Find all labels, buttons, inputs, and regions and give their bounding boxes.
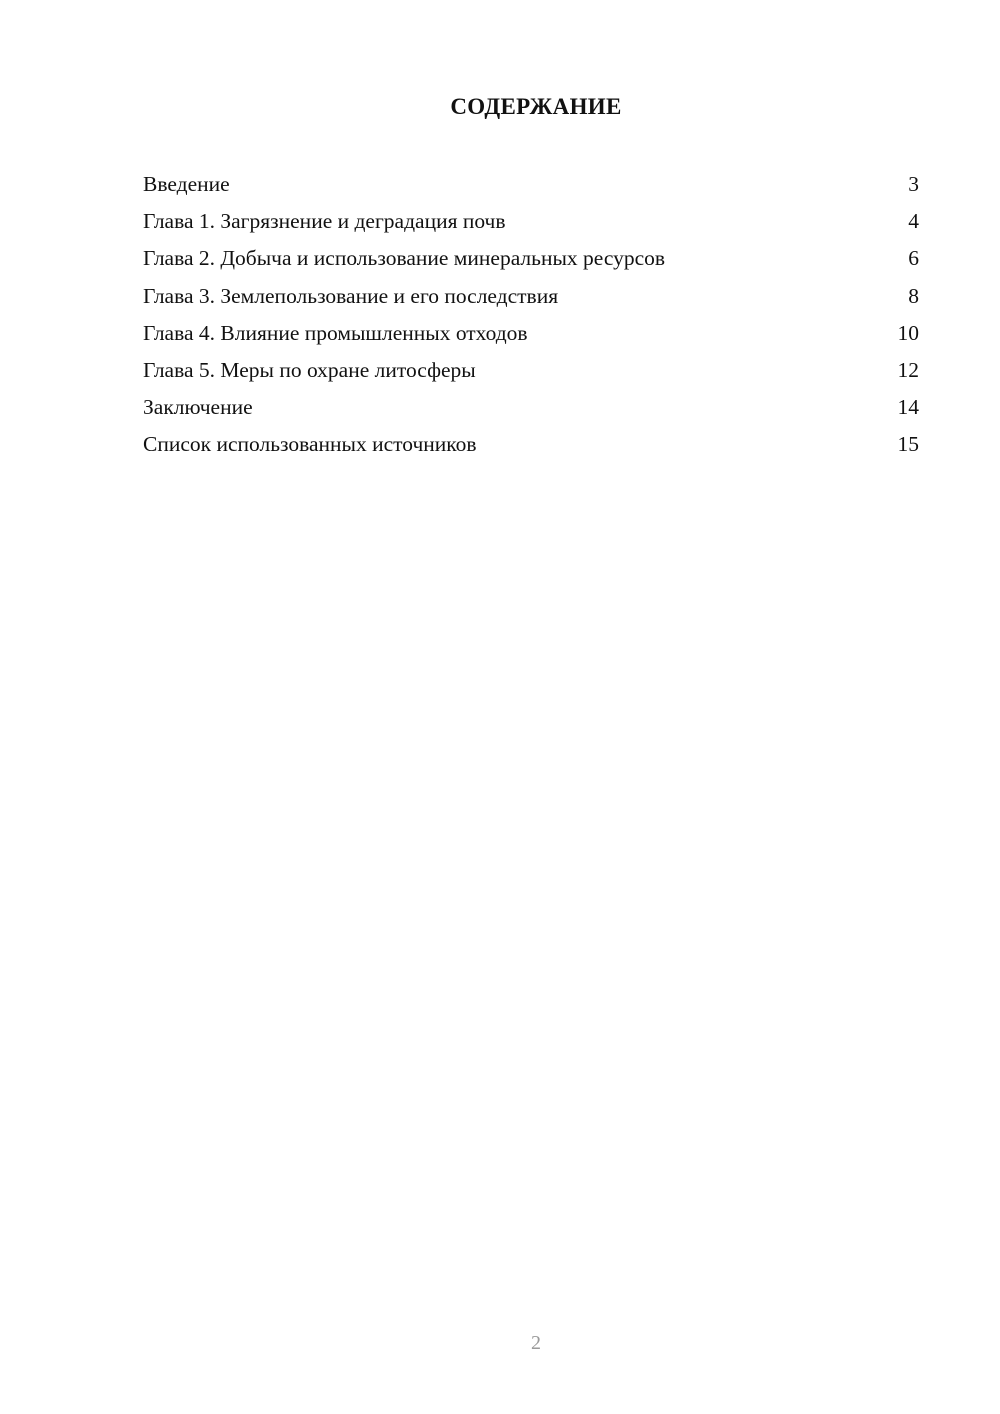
toc-entry-page: 3 — [908, 172, 919, 196]
toc-entry-page: 12 — [897, 357, 919, 382]
toc-entry-chapter-3 — [143, 280, 919, 317]
toc-entry-page: 4 — [908, 209, 919, 234]
toc-entry-label: Глава 1. Загрязнение и деградация почв — [143, 209, 506, 234]
toc-entry-page: 14 — [897, 395, 919, 420]
toc-entry-introduction — [143, 168, 919, 205]
toc-entry-label: Список использованных источников — [143, 432, 477, 457]
toc-entry-label: Глава 2. Добыча и использование минеральных ресурсов — [143, 246, 666, 271]
toc-entry-label: Заключение — [143, 395, 253, 420]
toc-entry-label: Глава 3. Землепользование и его последствия — [143, 283, 559, 308]
toc-entry-page: 8 — [908, 283, 919, 308]
page-title: СОДЕРЖАНИЕ — [450, 94, 622, 119]
toc-entry-label: Глава 4. Влияние промышленных отходов — [143, 320, 528, 345]
toc-entry-page: 15 — [897, 432, 919, 457]
toc-entry-chapter-4 — [143, 317, 919, 354]
page-number: 2 — [531, 1332, 541, 1354]
toc-entry-references — [143, 428, 919, 465]
toc-entry-page: 10 — [897, 320, 919, 345]
toc-entry-label: Введение — [143, 172, 230, 196]
toc-entry-chapter-2 — [143, 242, 919, 279]
toc-entry-label: Глава 5. Меры по охране литосферы — [143, 357, 476, 382]
toc-entry-page: 6 — [908, 246, 919, 271]
table-of-contents — [143, 168, 919, 466]
toc-entry-chapter-5 — [143, 354, 919, 391]
toc-entry-chapter-1 — [143, 205, 919, 242]
toc-entry-conclusion — [143, 391, 919, 428]
